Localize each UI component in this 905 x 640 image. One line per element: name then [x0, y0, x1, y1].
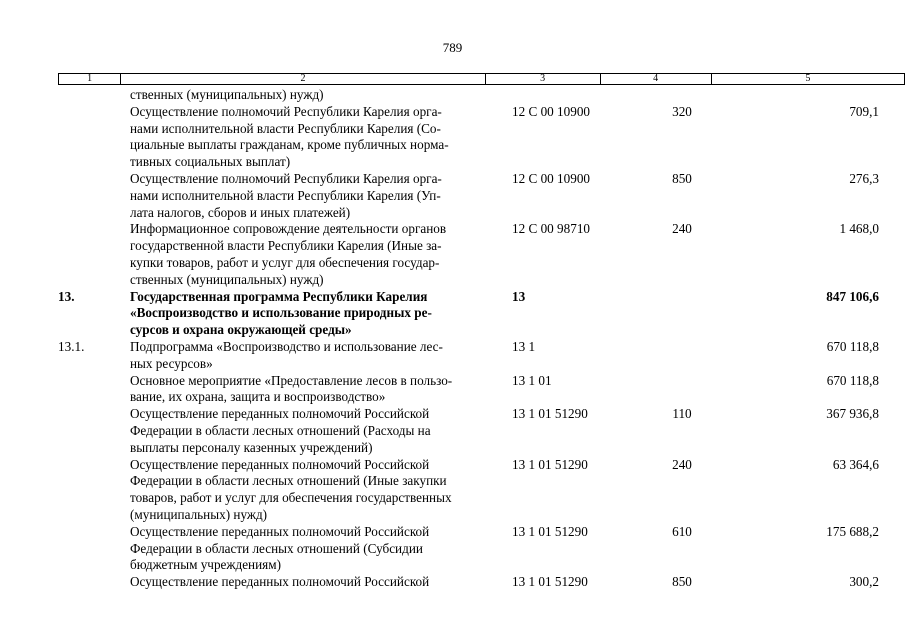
row-amount: 670 118,8: [826, 372, 879, 388]
row-description: Осуществление переданных полномочий Российской Федерации в области лесных отношений (Субсидии бюджетным учреждениям): [130, 523, 430, 573]
row-target-code: 13 1 01 51290: [512, 456, 588, 472]
table-row: [0, 221, 905, 288]
table-row: [0, 457, 905, 524]
table-row: [0, 574, 905, 591]
row-amount: 300,2: [849, 574, 879, 590]
table-row: [0, 524, 905, 574]
row-description: Осуществление переданных полномочий Российской: [130, 574, 430, 590]
column-header-4: 4: [600, 74, 711, 85]
budget-table-body: [0, 87, 905, 591]
row-target-code: 12 С 00 10900: [512, 170, 591, 186]
row-expense-type: 240: [672, 221, 692, 237]
row-amount: 709,1: [849, 103, 879, 119]
row-description: Информационное сопровождение деятельности органов государственной власти Республики Карелия (Иные за- купки товаров, работ и услуг для обеспечения государ- ственных (муниципальных) нужд): [130, 221, 447, 287]
row-number: 13.: [58, 288, 75, 304]
row-target-code: 13: [512, 288, 526, 304]
row-number: 13.1.: [58, 338, 85, 354]
row-expense-type: 110: [672, 406, 692, 422]
row-amount: 175 688,2: [826, 523, 879, 539]
row-description: Осуществление полномочий Республики Карелия орга- нами исполнительной власти Республики Карелия (Со- циальные выплаты гражданам, кроме публичных норма- тивных социальных выплат): [130, 103, 449, 170]
column-header-5: 5: [711, 74, 904, 85]
column-header-2: 2: [121, 74, 485, 85]
column-header-1: 1: [59, 74, 121, 85]
row-description: Осуществление переданных полномочий Российской Федерации в области лесных отношений (Расходы на выплаты персоналу казенных учреждений): [130, 406, 431, 455]
row-description: Осуществление полномочий Республики Карелия орга- нами исполнительной власти Республики Карелия (Уп- лата налогов, сборов и иных платежей): [130, 170, 442, 220]
row-description: ственных (муниципальных) нужд): [130, 87, 324, 102]
row-amount: 847 106,6: [826, 288, 879, 304]
row-description: Осуществление переданных полномочий Российской Федерации в области лесных отношений (Иные закупки товаров, работ и услуг для обеспечения государственных (муниципальных) нужд): [130, 456, 452, 522]
row-amount: 63 364,6: [832, 456, 879, 472]
row-target-code: 13 1 01 51290: [512, 574, 588, 590]
row-description: Подпрограмма «Воспроизводство и использование лес- ных ресурсов»: [130, 338, 443, 371]
row-expense-type: 320: [672, 103, 692, 119]
table-row: [0, 87, 905, 104]
row-target-code: 12 С 00 10900: [512, 103, 591, 119]
table-row: [0, 373, 905, 407]
row-amount: 1 468,0: [839, 221, 879, 237]
row-amount: 276,3: [849, 170, 879, 186]
row-description: Государственная программа Республики Карелия «Воспроизводство и использование природных ре- сурсов и охрана окружающей среды»: [130, 288, 432, 338]
row-target-code: 13 1 01 51290: [512, 406, 588, 422]
column-header-row: [58, 73, 905, 85]
row-amount: 367 936,8: [826, 406, 879, 422]
table-row: [0, 406, 905, 456]
page-number: 789: [442, 40, 463, 55]
row-amount: 670 118,8: [826, 338, 879, 354]
row-description: Основное мероприятие «Предоставление лесов в пользо- вание, их охрана, защита и воспроизводство»: [130, 372, 453, 405]
row-target-code: 13 1 01 51290: [512, 523, 588, 539]
column-header-3: 3: [485, 74, 600, 85]
row-expense-type: 850: [672, 574, 692, 590]
row-target-code: 12 С 00 98710: [512, 221, 591, 237]
row-expense-type: 610: [672, 523, 692, 539]
row-target-code: 13 1: [512, 338, 536, 354]
row-target-code: 13 1 01: [512, 372, 552, 388]
row-expense-type: 240: [672, 456, 692, 472]
table-row: [0, 289, 905, 339]
table-row: [0, 104, 905, 171]
table-row: [0, 339, 905, 373]
row-expense-type: 850: [672, 170, 692, 186]
table-row: [0, 171, 905, 221]
